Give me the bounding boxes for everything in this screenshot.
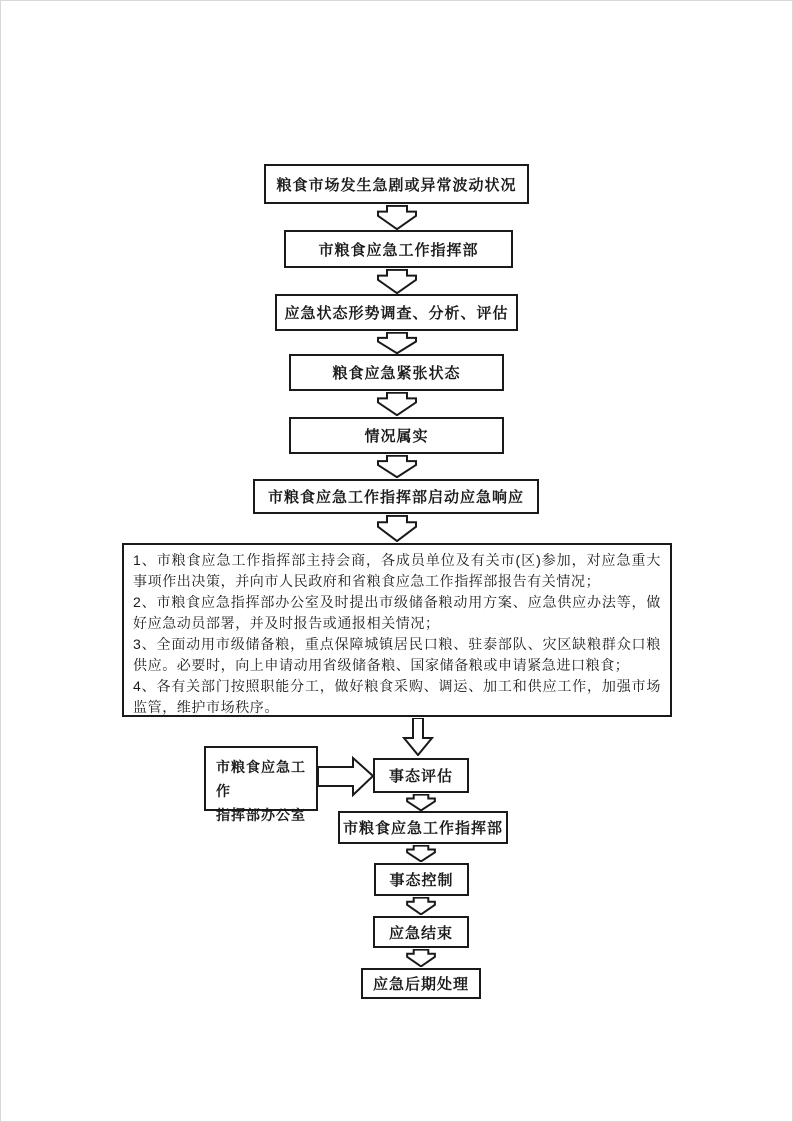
node-hq-office-line1: 市粮食应急工作 — [216, 759, 306, 799]
right-arrow-icon — [317, 755, 374, 798]
node-response-end-label: 应急结束 — [388, 924, 453, 942]
node-hq-office — [204, 746, 318, 823]
node-command-hq — [284, 230, 513, 268]
response-measure-item-2: 2、市粮食应急指挥部办公室及时提出市级储备粮动用方案、应急供应办法等，做好应急动员部署，并及时报告或通报相关情况； — [133, 594, 661, 631]
down-arrow-icon — [371, 332, 423, 354]
node-investigation — [275, 294, 518, 331]
down-arrow-icon — [371, 515, 423, 542]
node-post-processing — [361, 968, 481, 999]
node-investigation-label: 应急状态形势调查、分析、评估 — [284, 305, 509, 322]
node-command-hq-2-label: 市粮食应急工作指挥部 — [342, 820, 503, 837]
node-market-event-label: 粮食市场发生急剧或异常波动状况 — [276, 176, 517, 194]
node-situation-verified-label: 情况属实 — [364, 428, 429, 445]
down-arrow-icon — [371, 269, 423, 294]
node-tension-state — [289, 354, 504, 391]
response-measure-item-3: 3、全面动用市级储备粮，重点保障城镇居民口粮、驻泰部队、灾区缺粮群众口粮供应。必要时，向上申请动用省级储备粮、国家储备粮或申请紧急进口粮食； — [133, 636, 661, 673]
node-post-processing-label: 应急后期处理 — [372, 976, 469, 993]
down-arrow-icon — [371, 205, 423, 230]
down-arrow-icon — [402, 845, 440, 862]
node-launch-response-label: 市粮食应急工作指挥部启动应急响应 — [267, 489, 524, 506]
node-situation-verified — [289, 417, 504, 454]
down-arrow-icon — [402, 949, 440, 967]
response-measures-box — [122, 543, 672, 717]
node-hq-office-line2: 指挥部办公室 — [216, 807, 306, 823]
node-situation-assessment — [373, 758, 469, 793]
down-arrow-icon — [402, 794, 440, 811]
node-tension-state-label: 粮食应急紧张状态 — [332, 365, 461, 382]
response-measure-item-4: 4、各有关部门按照职能分工，做好粮食采购、调运、加工和供应工作，加强市场监管，维护市场秩序。 — [133, 678, 661, 715]
node-market-event — [264, 164, 529, 204]
down-arrow-icon — [402, 897, 440, 915]
down-arrow-icon — [371, 455, 423, 478]
node-situation-control — [374, 863, 469, 896]
narrow-down-arrow-icon — [400, 718, 436, 756]
response-measure-item-1: 1、市粮食应急工作指挥部主持会商，各成员单位及有关市(区)参加，对应急重大事项作出决策，并向市人民政府和省粮食应急工作指挥部报告有关情况； — [133, 552, 661, 589]
down-arrow-icon — [371, 392, 423, 416]
node-response-end — [373, 916, 469, 948]
node-situation-assessment-label: 事态评估 — [388, 768, 453, 785]
node-situation-control-label: 事态控制 — [389, 872, 454, 889]
node-command-hq-2 — [338, 811, 508, 844]
node-launch-response — [253, 479, 539, 514]
node-command-hq-label: 市粮食应急工作指挥部 — [318, 241, 479, 259]
